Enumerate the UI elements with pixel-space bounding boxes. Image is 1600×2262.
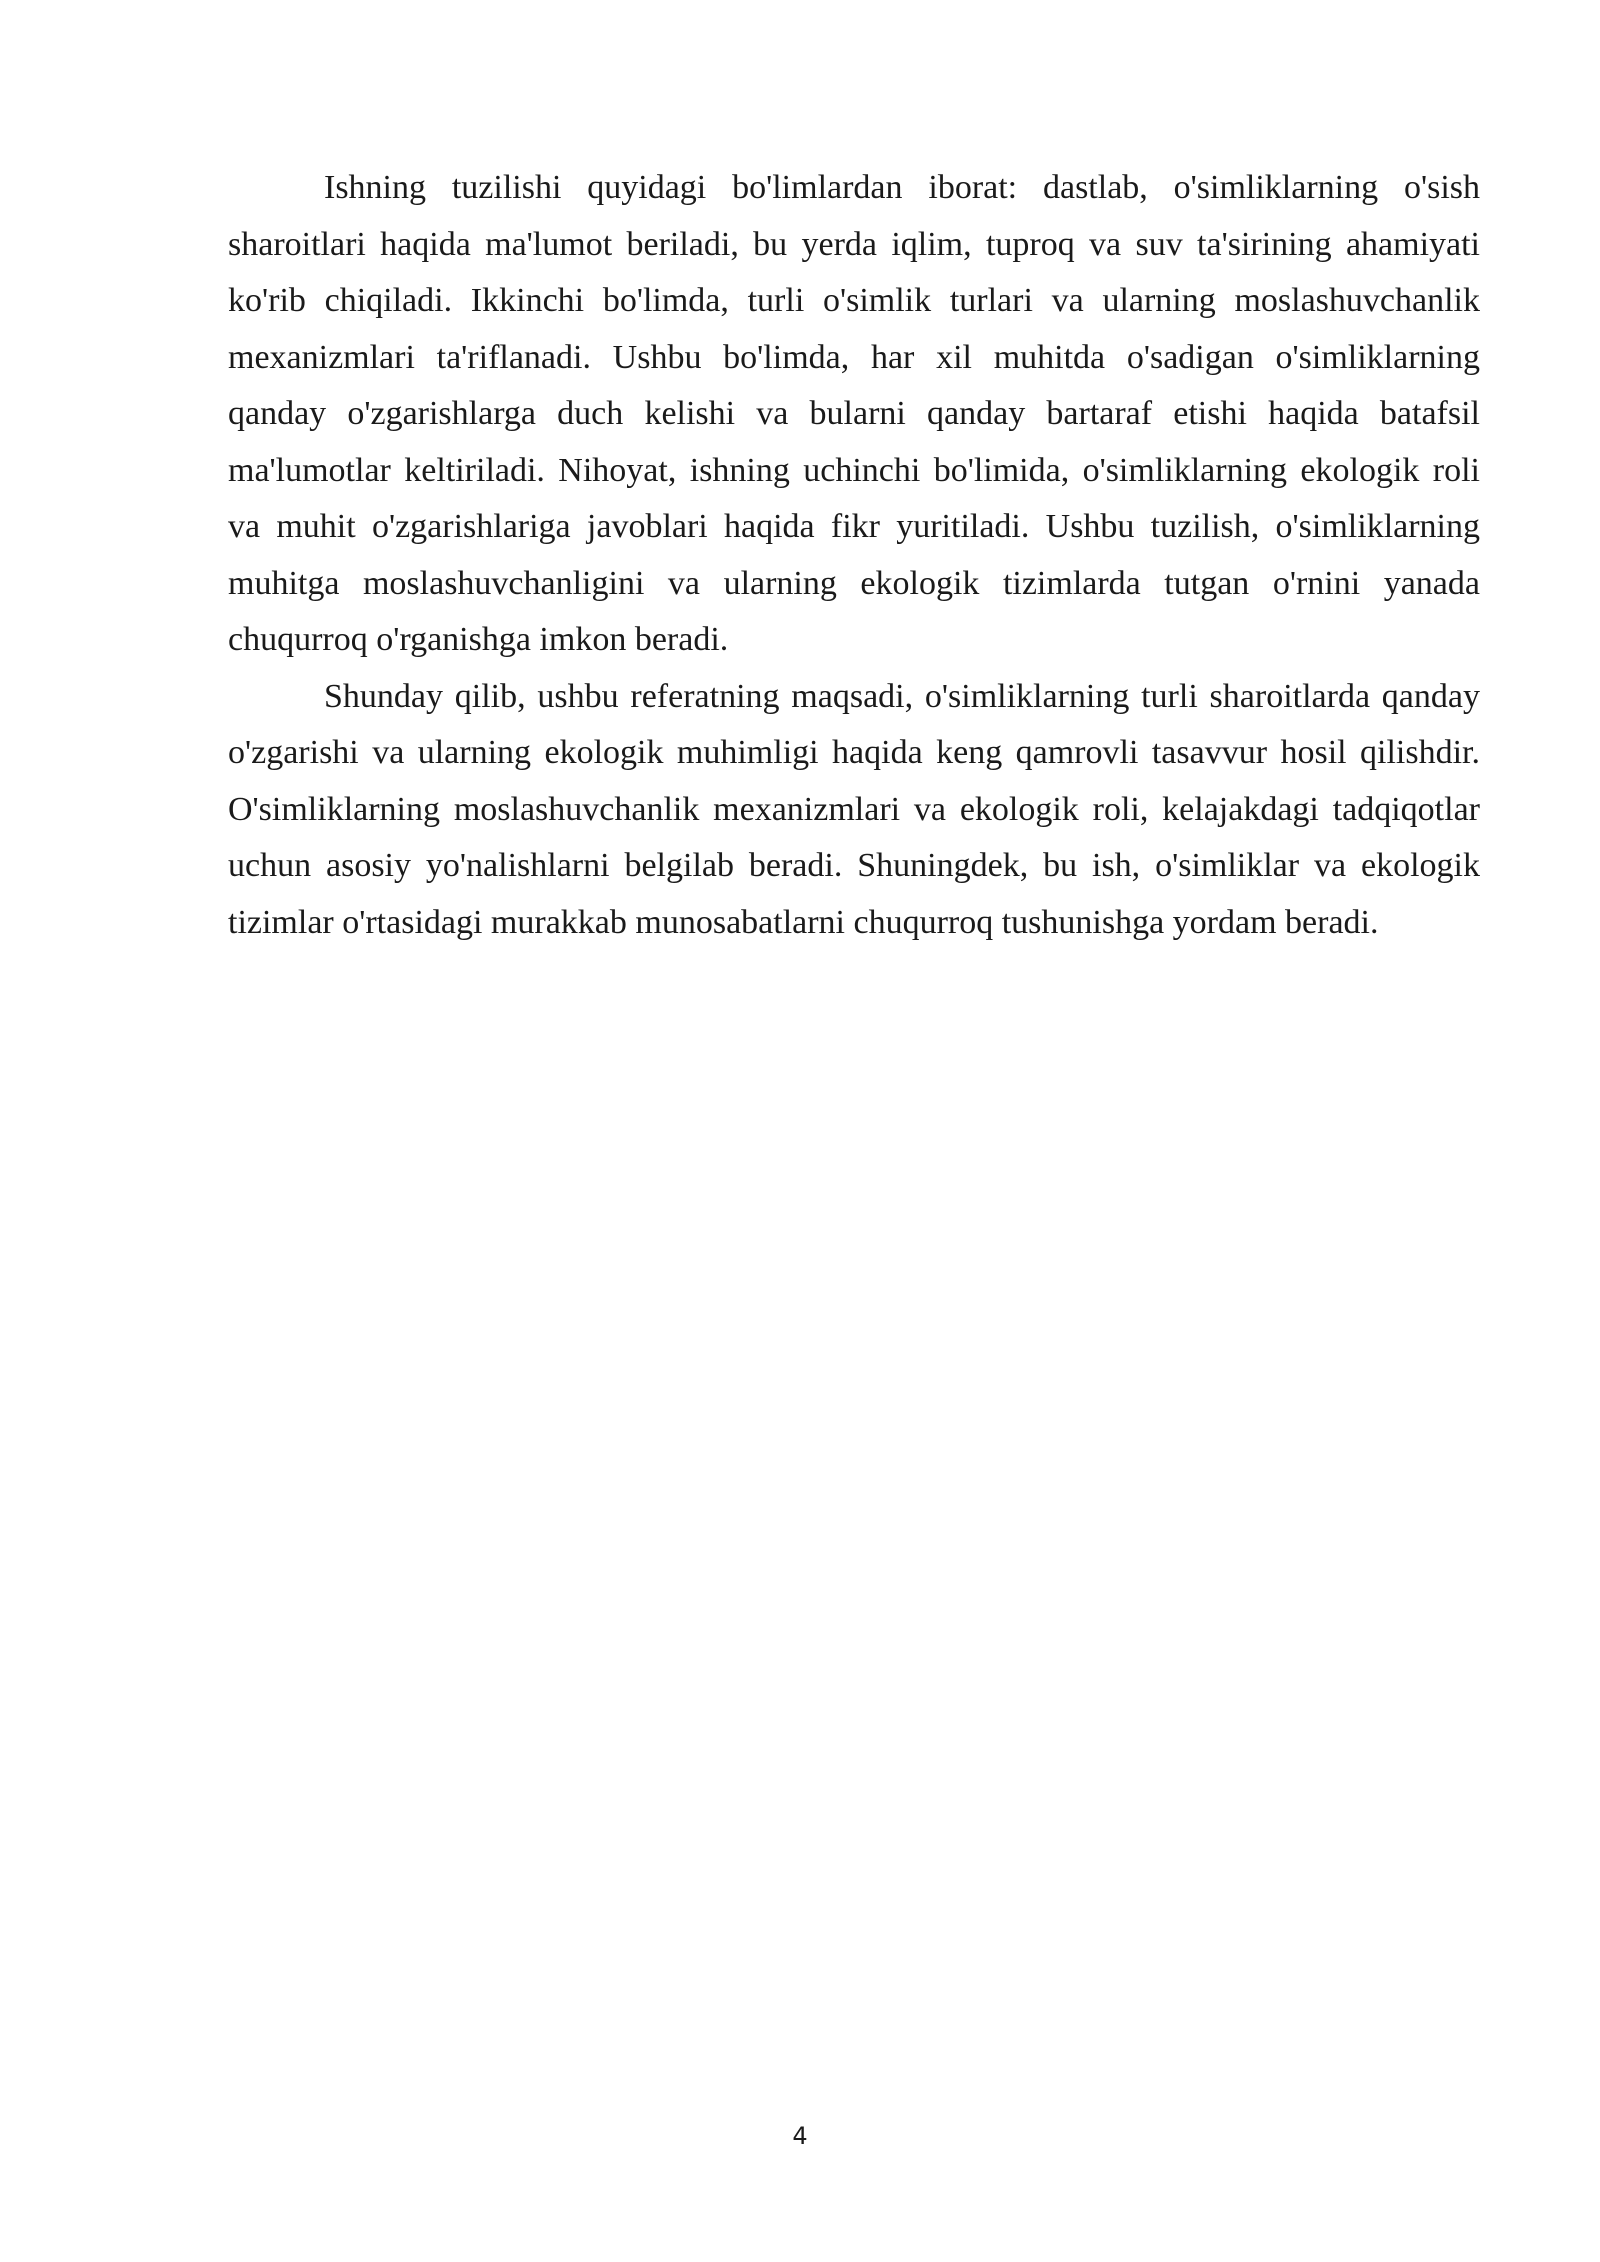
page-number: 4 bbox=[792, 2122, 808, 2150]
paragraph-structure: Ishning tuzilishi quyidagi bo'limlardan iborat: dastlab, o'simliklarning o'sish sharoitlari haqida ma'lumot beriladi, bu yerda iqlim, tuproq va suv ta'sirining ahamiyati ko'rib chiqiladi. Ikkinchi bo'limda, turli o'simlik turlari va ularning moslashuvchanlik mexanizmlari ta'riflanadi. Ushbu bo'limda, har xil muhitda o'sadigan o'simliklarning qanday o'zgarishlarga duch kelishi va bularni qanday bartaraf etishi haqida batafsil ma'lumotlar keltiriladi. Nihoyat, ishning uchinchi bo'limida, o'simliklarning ekologik roli va muhit o'zgarishlariga javoblari haqida fikr yuritiladi. Ushbu tuzilish, o'simliklarning muhitga moslashuvchanligini va ularning ekologik tizimlarda tutgan o'rnini yanada chuqurroq o'rganishga imkon beradi. bbox=[228, 169, 1480, 658]
body-text bbox=[228, 160, 1480, 951]
paragraph-conclusion: Shunday qilib, ushbu referatning maqsadi, o'simliklarning turli sharoitlarda qanday o'zgarishi va ularning ekologik muhimligi haqida keng qamrovli tasavvur hosil qilishdir. O'simliklarning moslashuvchanlik mexanizmlari va ekologik roli, kelajakdagi tadqiqotlar uchun asosiy yo'nalishlarni belgilab beradi. Shuningdek, bu ish, o'simliklar va ekologik tizimlar o'rtasidagi murakkab munosabatlarni chuqurroq tushunishga yordam beradi. bbox=[228, 677, 1480, 941]
